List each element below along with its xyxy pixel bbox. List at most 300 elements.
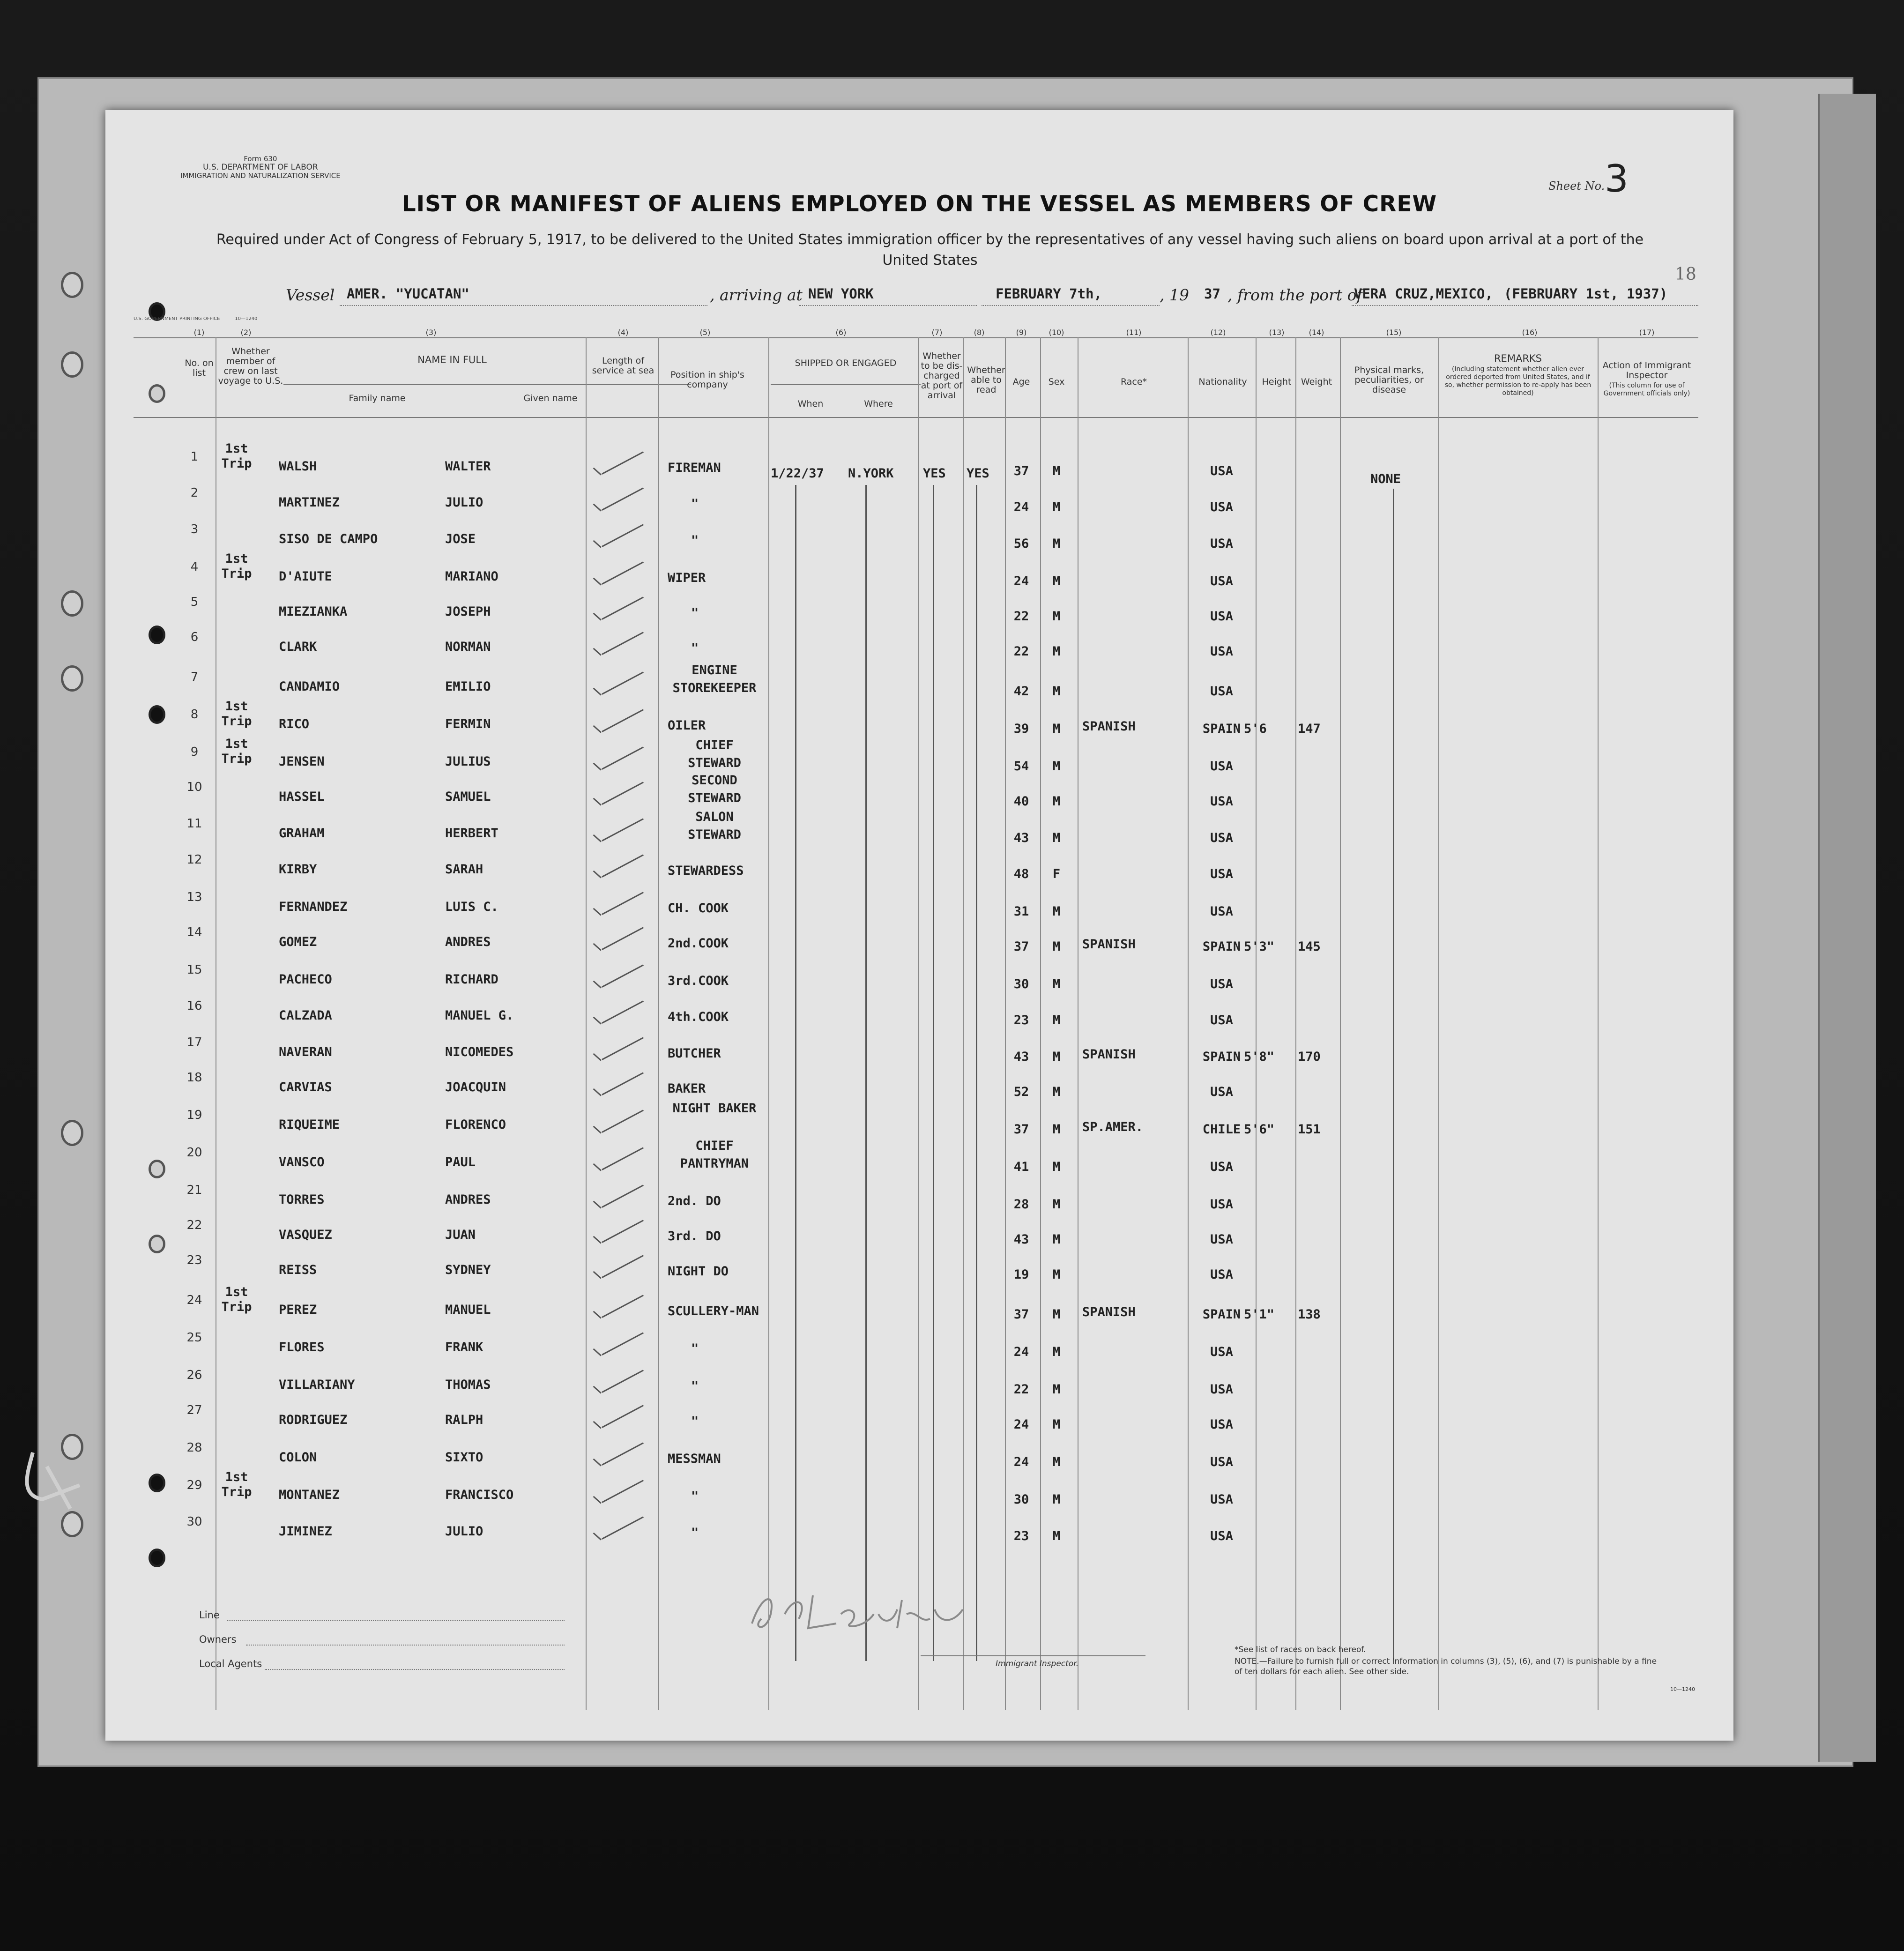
page-number: 18 [1675, 265, 1696, 284]
crew-position: NIGHT BAKER [672, 1101, 757, 1116]
crew-family: CARVIAS [279, 1080, 332, 1095]
crew-nationality: USA [1210, 831, 1233, 845]
header-remarks-title: REMARKS [1494, 353, 1542, 364]
header-sex: Sex [1048, 377, 1065, 387]
ditto-line-physical [1393, 489, 1394, 1660]
crew-no: 22 [186, 1218, 202, 1232]
crew-first-trip: 1st Trip [221, 551, 252, 581]
crew-age: 24 [1013, 574, 1029, 588]
crew-family: D'AIUTE [279, 569, 332, 584]
able-read-value: YES [967, 466, 989, 481]
crew-given: JULIO [445, 495, 483, 510]
crew-position: " [691, 1379, 699, 1393]
crew-position: BAKER [668, 1081, 706, 1096]
crew-no: 29 [186, 1478, 202, 1492]
crew-nationality: USA [1210, 1085, 1233, 1099]
crew-nationality: USA [1210, 500, 1233, 514]
crew-age: 56 [1013, 536, 1029, 551]
crew-age: 23 [1013, 1013, 1029, 1028]
crew-age: 24 [1013, 500, 1029, 514]
year-prefix: , 19 [1160, 286, 1189, 304]
crew-age: 28 [1013, 1197, 1029, 1212]
service-check-mark [602, 561, 644, 585]
crew-age: 37 [1013, 1122, 1029, 1137]
crew-first-trip: 1st Trip [221, 1285, 252, 1314]
header-physical: Physical marks, peculiarities, or disease [1354, 365, 1424, 395]
crew-no: 9 [190, 745, 199, 759]
port-underline [1352, 305, 1698, 306]
crew-given: JUAN [445, 1228, 476, 1242]
col-rule [1295, 337, 1296, 1710]
crew-family: PEREZ [279, 1303, 317, 1317]
binding-edge [1818, 94, 1876, 1762]
crew-family: CALZADA [279, 1008, 332, 1023]
crew-sex: M [1052, 684, 1061, 699]
crew-no: 28 [186, 1441, 202, 1455]
crew-first-trip: 1st Trip [221, 441, 252, 471]
crew-sex: M [1052, 1085, 1061, 1099]
crew-sex: M [1052, 1013, 1061, 1028]
crew-sex: M [1052, 609, 1061, 624]
races-note: *See list of races on back hereof. [1235, 1645, 1366, 1654]
service-check-mark [602, 1037, 644, 1060]
crew-given: RICHARD [445, 972, 498, 987]
crew-position: MESSMAN [668, 1452, 721, 1466]
col-num: (9) [1016, 328, 1027, 337]
crew-family: RODRIGUEZ [279, 1413, 348, 1427]
crew-sex: M [1052, 1197, 1061, 1212]
crew-position: WIPER [668, 571, 706, 585]
crew-given: THOMAS [445, 1378, 491, 1392]
crew-sex: M [1052, 904, 1061, 919]
crew-no: 27 [186, 1403, 202, 1417]
header-shipped: SHIPPED OR ENGAGED [795, 358, 897, 368]
crew-position: OILER [668, 718, 706, 733]
crew-weight: 147 [1298, 722, 1321, 736]
crew-age: 54 [1013, 759, 1029, 774]
header-given-name: Given name [523, 393, 578, 403]
crew-position: " [691, 1414, 699, 1429]
crew-sex: M [1052, 644, 1061, 659]
crew-position: 2nd.COOK [668, 936, 729, 951]
crew-age: 41 [1013, 1160, 1029, 1174]
crew-no: 17 [186, 1035, 202, 1050]
service-check-mark [602, 1255, 644, 1278]
service-check-mark [602, 818, 644, 841]
crew-family: RICO [279, 717, 310, 731]
department-name: U.S. DEPARTMENT OF LABOR [203, 163, 318, 172]
crew-given: NORMAN [445, 640, 491, 654]
name-rule [283, 384, 691, 385]
col-rule [963, 337, 964, 1710]
crew-position: CHIEF PANTRYMAN [680, 1139, 749, 1171]
crew-sex: M [1052, 500, 1061, 514]
crew-no: 21 [186, 1183, 202, 1197]
crew-nationality: USA [1210, 464, 1233, 478]
crew-no: 30 [186, 1515, 202, 1529]
header-action-title: Action of Immigrant Inspector [1602, 360, 1691, 380]
sheet-number: 3 [1605, 157, 1629, 201]
crew-family: MONTANEZ [279, 1488, 340, 1502]
crew-no: 2 [190, 486, 199, 500]
crew-given: FERMIN [445, 717, 491, 731]
crew-family: COLON [279, 1450, 317, 1465]
crew-race: SPANISH [1082, 937, 1136, 952]
crew-age: 31 [1013, 904, 1029, 919]
crew-race: SPANISH [1082, 719, 1136, 734]
crew-weight: 170 [1298, 1050, 1321, 1064]
col-num: (13) [1269, 328, 1285, 337]
crew-family: VASQUEZ [279, 1228, 332, 1242]
col-num: (3) [425, 328, 437, 337]
punch-hole [149, 1160, 165, 1178]
service-check-mark [602, 1480, 644, 1503]
departure-date: (FEBRUARY 1st, 1937) [1504, 286, 1668, 302]
crew-no: 14 [186, 925, 202, 939]
crew-no: 5 [190, 595, 199, 609]
crew-given: MANUEL [445, 1303, 491, 1317]
crew-nationality: USA [1210, 1529, 1233, 1543]
crew-height: 5'6" [1244, 1122, 1275, 1137]
shipped-rule [771, 384, 921, 385]
crew-weight: 151 [1298, 1122, 1321, 1137]
header-position: Position in ship's company [670, 370, 744, 390]
crew-nationality: SPAIN [1202, 1307, 1241, 1322]
crew-position: STEWARDESS [668, 864, 744, 878]
crew-height: 5'6 [1244, 722, 1267, 736]
crew-no: 18 [186, 1071, 202, 1085]
vessel-name: AMER. "YUCATAN" [347, 286, 469, 302]
binder-hole [61, 590, 83, 617]
crew-age: 24 [1013, 1455, 1029, 1469]
service-name: IMMIGRATION AND NATURALIZATION SERVICE [180, 171, 341, 180]
service-check-mark [602, 927, 644, 950]
crew-given: MARIANO [445, 569, 498, 584]
header-height: Height [1262, 377, 1292, 387]
inspector-underline [921, 1655, 1145, 1656]
crew-given: FLORENCO [445, 1117, 506, 1132]
crew-nationality: USA [1210, 904, 1233, 919]
crew-sex: M [1052, 831, 1061, 845]
crew-nationality: USA [1210, 1492, 1233, 1507]
service-check-mark [602, 1072, 644, 1095]
service-check-mark [602, 1370, 644, 1393]
header-able-read: Whether able to read [967, 365, 1005, 395]
crew-family: RIQUEIME [279, 1117, 340, 1132]
form-number: Form 630 [244, 155, 277, 163]
crew-position: BUTCHER [668, 1046, 721, 1061]
crew-given: SYDNEY [445, 1263, 491, 1277]
crew-no: 6 [190, 630, 199, 644]
crew-no: 19 [186, 1108, 202, 1122]
crew-first-trip: 1st Trip [221, 737, 252, 766]
col-num: (12) [1210, 328, 1226, 337]
crew-position: CHIEF STEWARD [688, 738, 741, 770]
from-port: VERA CRUZ,MEXICO, [1354, 286, 1493, 302]
crew-age: 23 [1013, 1529, 1029, 1543]
agents-underline [265, 1669, 565, 1670]
service-check-mark [602, 1220, 644, 1243]
arriving-underline [799, 305, 977, 306]
ditto-line-discharged [933, 485, 934, 1661]
crew-no: 3 [190, 522, 199, 536]
crew-height: 5'8" [1244, 1050, 1275, 1064]
crew-family: FERNANDEZ [279, 900, 348, 914]
binder-hole [61, 351, 83, 378]
crew-first-trip: 1st Trip [221, 1470, 252, 1499]
footer-note: NOTE.—Failure to furnish full or correct information in columns (3), (5), (6), and (7) is punishable by a fine of ten dollars for each alien. See other side. [1235, 1657, 1657, 1676]
col-rule [1340, 337, 1341, 1710]
crew-given: SIXTO [445, 1450, 483, 1465]
crew-sex: M [1052, 1122, 1061, 1137]
owners-label: Owners [199, 1634, 237, 1645]
crew-position: ENGINE STOREKEEPER [672, 663, 757, 695]
col-num: (4) [617, 328, 629, 337]
printing-office [134, 316, 257, 321]
sheet-label: Sheet No. [1548, 179, 1605, 193]
crew-position: " [691, 1489, 699, 1504]
crew-position: " [691, 1341, 699, 1356]
crew-position: 2nd. DO [668, 1194, 721, 1208]
col-rule [1005, 337, 1006, 1710]
crew-sex: F [1052, 867, 1061, 881]
crew-no: 10 [186, 780, 202, 794]
crew-given: ANDRES [445, 935, 491, 949]
col-rule [1598, 337, 1599, 1710]
vessel-underline [340, 305, 707, 306]
crew-given: SAMUEL [445, 789, 491, 804]
service-check-mark [602, 964, 644, 988]
service-check-mark [602, 1516, 644, 1540]
crew-no: 23 [186, 1253, 202, 1267]
shipped-where: N.YORK [848, 466, 894, 481]
crew-nationality: USA [1210, 1013, 1233, 1028]
footer-code: 10—1240 [1670, 1686, 1695, 1692]
crew-age: 39 [1013, 722, 1029, 736]
crew-given: WALTER [445, 459, 491, 474]
service-check-mark [602, 746, 644, 770]
crew-family: VILLARIANY [279, 1378, 355, 1392]
header-length-service: Length of service at sea [592, 356, 654, 376]
crew-sex: M [1052, 759, 1061, 774]
crew-no: 4 [190, 560, 199, 574]
punch-hole [149, 1235, 165, 1253]
service-check-mark [602, 854, 644, 878]
service-check-mark [602, 709, 644, 732]
crew-race: SP.AMER. [1082, 1120, 1144, 1134]
crew-sex: M [1052, 574, 1061, 588]
crew-nationality: USA [1210, 1267, 1233, 1282]
crew-sex: M [1052, 1307, 1061, 1322]
service-check-mark [602, 451, 644, 475]
header-whether-member: Whether member of crew on last voyage to U.S. [218, 346, 283, 386]
crew-no: 24 [186, 1293, 202, 1307]
crew-age: 30 [1013, 977, 1029, 991]
printing-code: 10—1240 [235, 316, 258, 321]
crew-age: 30 [1013, 1492, 1029, 1507]
crew-position: " [691, 497, 699, 511]
crew-position: SALON STEWARD [688, 810, 741, 842]
crew-family: GRAHAM [279, 826, 325, 841]
crew-position: " [691, 606, 699, 620]
service-check-mark [602, 1184, 644, 1208]
crew-family: WALSH [279, 459, 317, 474]
crew-age: 42 [1013, 684, 1029, 699]
crew-weight: 138 [1298, 1307, 1321, 1322]
crew-nationality: USA [1210, 609, 1233, 624]
crew-given: PAUL [445, 1155, 476, 1169]
margin-scribble [14, 1443, 89, 1518]
crew-sex: M [1052, 1492, 1061, 1507]
col-num: (5) [699, 328, 711, 337]
crew-position: SECOND STEWARD [688, 773, 741, 805]
punch-hole [149, 626, 165, 644]
col-num: (14) [1309, 328, 1324, 337]
col-num: (15) [1386, 328, 1402, 337]
crew-sex: M [1052, 1160, 1061, 1174]
crew-family: KIRBY [279, 862, 317, 877]
col-num: (17) [1639, 328, 1655, 337]
crew-family: TORRES [279, 1192, 325, 1207]
crew-family: CANDAMIO [279, 679, 340, 694]
crew-nationality: SPAIN [1202, 939, 1241, 954]
crew-position: 3rd. DO [668, 1229, 721, 1244]
header-no-on-list: No. on list [185, 358, 214, 378]
col-rule [1040, 337, 1041, 1710]
col-rule [658, 337, 659, 1710]
crew-no: 8 [190, 707, 199, 722]
crew-age: 43 [1013, 1232, 1029, 1247]
crew-family: JIMINEZ [279, 1524, 332, 1539]
crew-sex: M [1052, 1382, 1061, 1397]
crew-nationality: USA [1210, 1197, 1233, 1212]
crew-given: MANUEL G. [445, 1008, 514, 1023]
crew-nationality: USA [1210, 977, 1233, 991]
crew-height: 5'1" [1244, 1307, 1275, 1322]
crew-nationality: SPAIN [1202, 1050, 1241, 1064]
header-where: Where [864, 399, 893, 409]
crew-position: NIGHT DO [668, 1264, 729, 1279]
date-underline [982, 305, 1160, 306]
crew-age: 19 [1013, 1267, 1029, 1282]
header-weight: Weight [1301, 377, 1332, 387]
col-rule [1438, 337, 1439, 1710]
crew-no: 13 [186, 890, 202, 904]
crew-given: SARAH [445, 862, 483, 877]
crew-sex: M [1052, 977, 1061, 991]
manifest-title: LIST OR MANIFEST OF ALIENS EMPLOYED ON THE VESSEL AS MEMBERS OF CREW [402, 191, 1437, 217]
crew-no: 15 [186, 963, 202, 977]
crew-nationality: USA [1210, 1345, 1233, 1359]
header-when: When [797, 399, 824, 409]
crew-age: 24 [1013, 1345, 1029, 1359]
manifest-page [105, 110, 1733, 1741]
col-num: (7) [931, 328, 943, 337]
crew-given: HERBERT [445, 826, 498, 841]
manifest-subtitle: Required under Act of Congress of February 5, 1917, to be delivered to the United States immigration officer by the representatives of any vessel having such aliens on board upon arrival at a port of the United States [216, 231, 1644, 268]
crew-sex: M [1052, 464, 1061, 478]
col-num: (1) [193, 328, 205, 337]
service-check-mark [602, 1405, 644, 1428]
crew-family: HASSEL [279, 789, 325, 804]
crew-given: JULIUS [445, 754, 491, 769]
discharged-value: YES [923, 466, 946, 481]
header-bottom-rule [134, 417, 1698, 418]
header-action-body: (This column for use of Government officials only) [1603, 382, 1690, 397]
arrival-year: 37 [1204, 286, 1220, 302]
service-check-mark [602, 1000, 644, 1024]
crew-nationality: USA [1210, 867, 1233, 881]
crew-family: REISS [279, 1263, 317, 1277]
crew-position: FIREMAN [668, 461, 721, 475]
punch-hole [149, 1549, 165, 1567]
physical-value: NONE [1370, 472, 1401, 486]
service-check-mark [602, 596, 644, 620]
owners-underline [246, 1645, 565, 1646]
col-num: (11) [1126, 328, 1142, 337]
line-label: Line [199, 1609, 220, 1621]
crew-age: 22 [1013, 1382, 1029, 1397]
agents-label: Local Agents [199, 1658, 262, 1669]
service-check-mark [602, 1295, 644, 1318]
crew-family: NAVERAN [279, 1045, 332, 1059]
crew-nationality: USA [1210, 1455, 1233, 1469]
crew-family: GOMEZ [279, 935, 317, 949]
crew-family: MIEZIANKA [279, 604, 348, 619]
crew-nationality: USA [1210, 644, 1233, 659]
col-num: (6) [835, 328, 847, 337]
shipped-when: 1/22/37 [771, 466, 824, 481]
binder-hole [61, 272, 83, 298]
crew-nationality: SPAIN [1202, 722, 1241, 736]
line-underline [227, 1620, 565, 1621]
crew-weight: 145 [1298, 939, 1321, 954]
crew-sex: M [1052, 1455, 1061, 1469]
crew-no: 25 [186, 1331, 202, 1345]
crew-given: LUIS C. [445, 900, 498, 914]
crew-sex: M [1052, 536, 1061, 551]
crew-family: FLORES [279, 1340, 325, 1355]
binder-hole [61, 1120, 83, 1146]
crew-family: JENSEN [279, 754, 325, 769]
crew-age: 43 [1013, 831, 1029, 845]
crew-nationality: USA [1210, 759, 1233, 774]
crew-height: 5'3" [1244, 939, 1275, 954]
crew-age: 43 [1013, 1050, 1029, 1064]
crew-no: 20 [186, 1146, 202, 1160]
crew-first-trip: 1st Trip [221, 699, 252, 729]
crew-position: 3rd.COOK [668, 974, 729, 988]
arriving-label: , arriving at [710, 286, 803, 304]
service-check-mark [602, 1110, 644, 1133]
crew-position: 4th.COOK [668, 1010, 729, 1024]
crew-given: ANDRES [445, 1192, 491, 1207]
header-name-in-full: NAME IN FULL [417, 354, 487, 365]
header-race: Race* [1120, 377, 1147, 387]
crew-sex: M [1052, 722, 1061, 736]
crew-nationality: USA [1210, 1382, 1233, 1397]
service-check-mark [602, 524, 644, 547]
crew-family: SISO DE CAMPO [279, 532, 378, 546]
crew-nationality: USA [1210, 574, 1233, 588]
crew-age: 24 [1013, 1417, 1029, 1432]
printing-office-text: U.S. GOVERNMENT PRINTING OFFICE [134, 316, 220, 321]
vessel-label: Vessel [286, 286, 335, 304]
crew-age: 40 [1013, 794, 1029, 809]
ditto-line-read [976, 485, 977, 1661]
crew-nationality: USA [1210, 794, 1233, 809]
crew-sex: M [1052, 939, 1061, 954]
